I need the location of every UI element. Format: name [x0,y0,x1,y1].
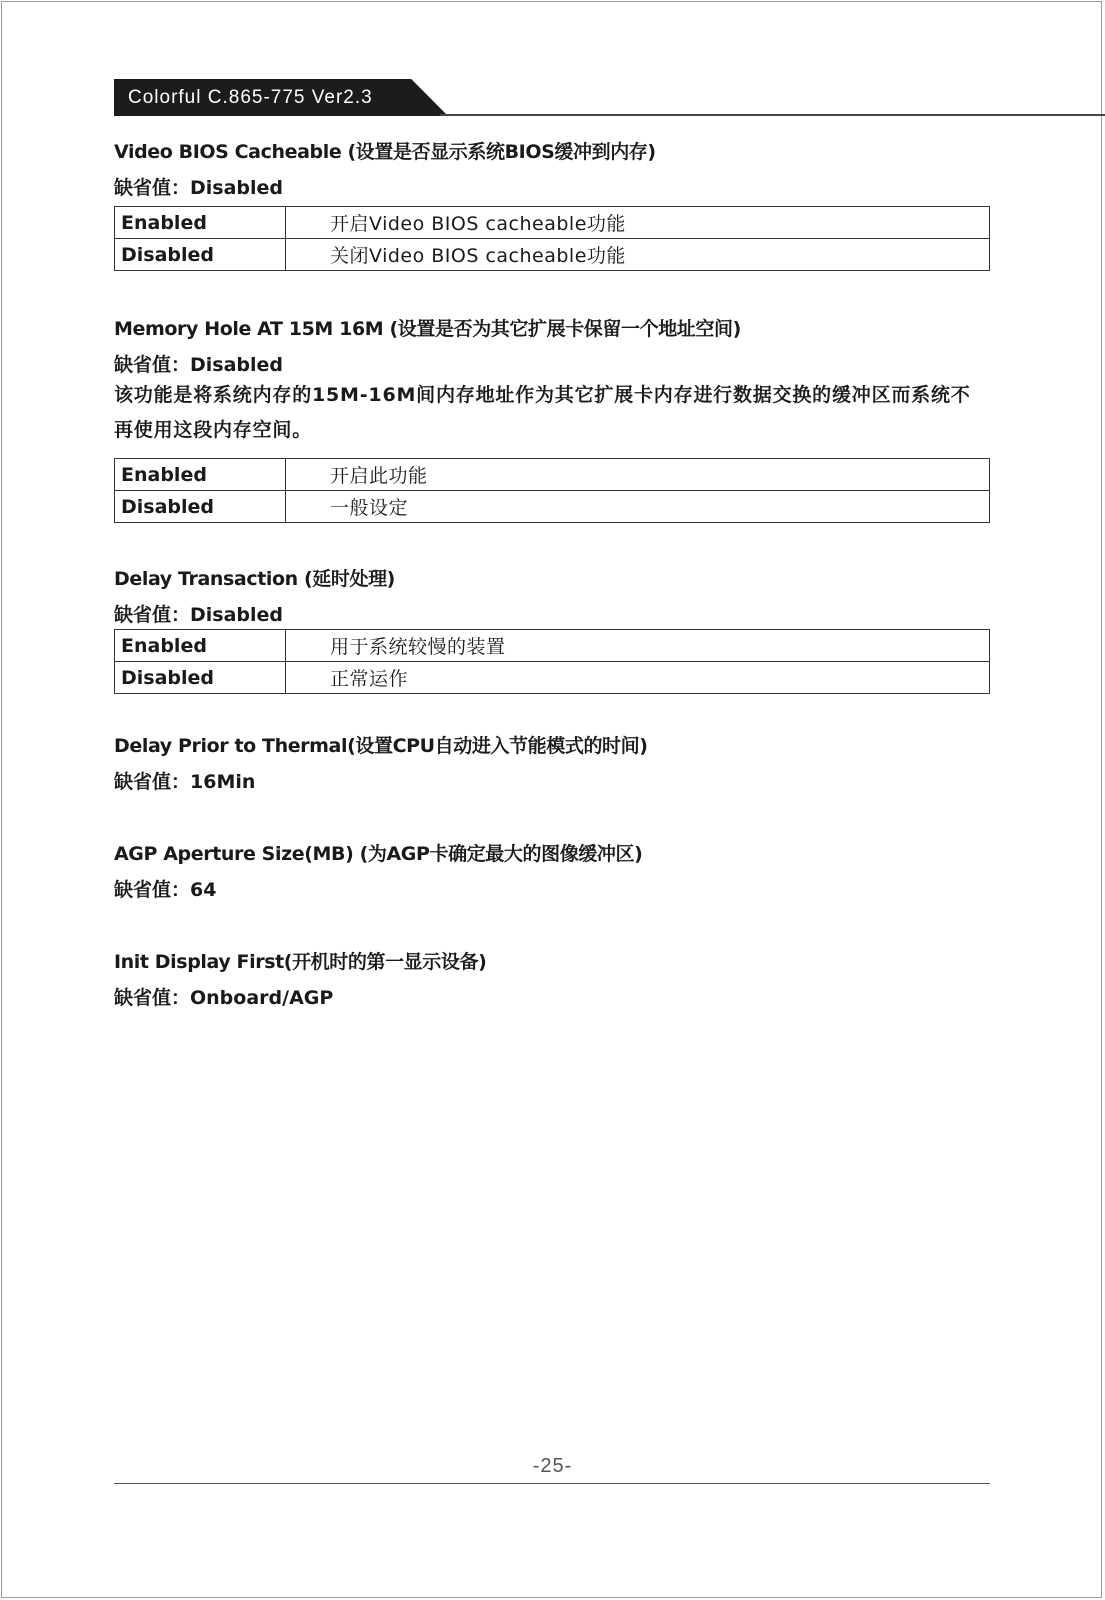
table-row [115,630,990,662]
default-value-delay-prior-to-thermal: 缺省值：16Min [114,771,256,793]
description-memory-hole: 该功能是将系统内存的15M-16M间内存地址作为其它扩展卡内存进行数据交换的缓冲区而系统不再使用这段内存空间。 [114,384,971,441]
section-title-delay-transaction: Delay Transaction (延时处理) [114,568,395,590]
table-row [115,459,990,491]
section-title-init-display-first: Init Display First(开机时的第一显示设备) [114,951,487,973]
default-value-agp-aperture-size: 缺省值：64 [114,879,217,901]
table-row [115,491,990,523]
options-table-delay-transaction [114,629,990,694]
option-description: 用于系统较慢的装置 [286,630,990,662]
option-key: Disabled [115,662,286,694]
default-value-memory-hole: 缺省值：Disabled [114,354,284,376]
option-description: 关闭Video BIOS cacheable功能 [286,239,990,271]
section-title-delay-prior-to-thermal: Delay Prior to Thermal(设置CPU自动进入节能模式的时间) [114,735,648,757]
option-key: Disabled [115,239,286,271]
option-description: 正常运作 [286,662,990,694]
option-description: 一般设定 [286,491,990,523]
table-row [115,207,990,239]
table-row [115,239,990,271]
section-title-video-bios-cacheable: Video BIOS Cacheable (设置是否显示系统BIOS缓冲到内存) [114,141,656,163]
option-key: Disabled [115,491,286,523]
options-table-memory-hole [114,458,990,523]
default-value-video-bios-cacheable: 缺省值：Disabled [114,177,284,199]
section-title-agp-aperture-size: AGP Aperture Size(MB) (为AGP卡确定最大的图像缓冲区) [114,843,643,865]
footer-rule [114,1483,990,1484]
table-row [115,662,990,694]
header-rule [440,114,1105,116]
option-key: Enabled [115,630,286,662]
options-table-video-bios-cacheable [114,206,990,271]
section-title-memory-hole: Memory Hole AT 15M 16M (设置是否为其它扩展卡保留一个地址空间) [114,318,741,340]
option-key: Enabled [115,207,286,239]
option-key: Enabled [115,459,286,491]
default-value-delay-transaction: 缺省值：Disabled [114,604,284,626]
page-number: -25- [532,1455,573,1477]
option-description: 开启此功能 [286,459,990,491]
header-title: Colorful C.865-775 Ver2.3 [128,87,373,108]
option-description: 开启Video BIOS cacheable功能 [286,207,990,239]
default-value-init-display-first: 缺省值：Onboard/AGP [114,987,334,1009]
